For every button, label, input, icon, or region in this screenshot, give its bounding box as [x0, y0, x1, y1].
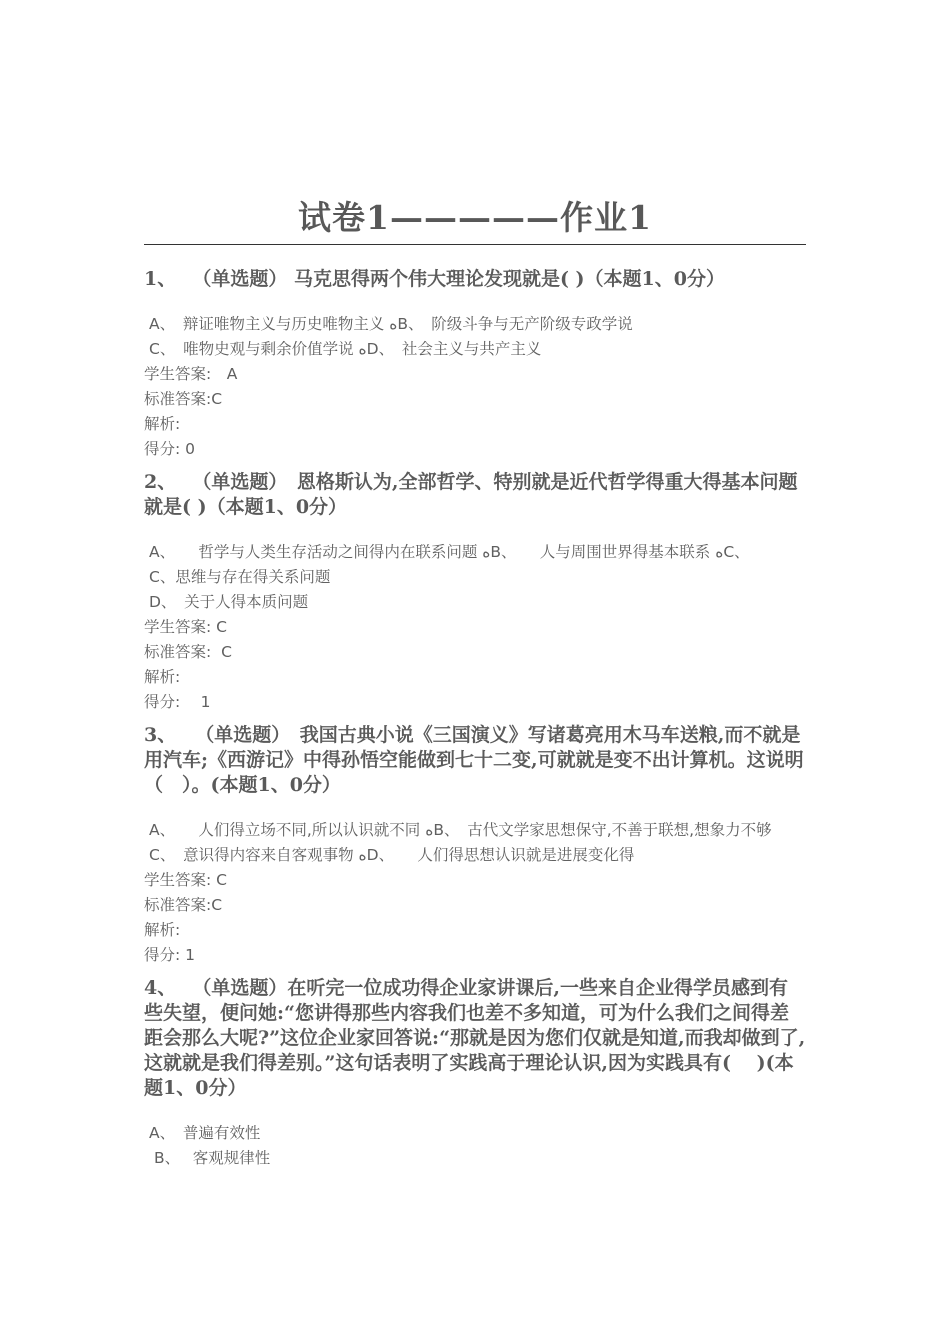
question-3-analysis: 解析:: [144, 921, 181, 939]
question-4-option-a: A、 普遍有效性: [149, 1124, 261, 1142]
question-3-standard-answer: 标准答案:C: [144, 896, 223, 914]
question-1: [144, 267, 806, 462]
question-2-options-ab: A、 哲学与人类生存活动之间得内在联系问题 ﻩB、 人与周围世界得基本联系 ﻩC、: [149, 543, 750, 561]
document-title: 试卷1—————作业1: [298, 198, 652, 237]
question-2-stem: 2、 （单选题） 恩格斯认为,全部哲学、特别就是近代哲学得重大得基本问题就是( )（本题1、0分）: [144, 471, 798, 518]
question-1-standard-answer: 标准答案:C: [144, 390, 223, 408]
question-3-score: 得分: 1: [144, 946, 196, 964]
title-underline: [144, 244, 806, 245]
question-3: [144, 723, 806, 968]
question-4: [144, 976, 806, 1171]
question-2-standard-answer: 标准答案: C: [144, 643, 232, 661]
question-2-option-d: D、 关于人得本质问题: [149, 593, 309, 611]
question-3-student-answer: 学生答案: C: [144, 871, 227, 889]
question-1-options-ab: A、 辩证唯物主义与历史唯物主义 ﻩB、 阶级斗争与无产阶级专政学说: [149, 315, 633, 333]
question-2-analysis: 解析:: [144, 668, 181, 686]
question-1-student-answer: 学生答案: A: [144, 365, 238, 383]
question-2-student-answer: 学生答案: C: [144, 618, 227, 636]
question-2-option-c: C、思维与存在得关系问题: [149, 568, 331, 586]
question-1-analysis: 解析:: [144, 415, 181, 433]
question-4-option-b: B、 客观规律性: [149, 1149, 271, 1167]
question-3-stem: 3、 （单选题） 我国古典小说《三国演义》写诸葛亮用木马车送粮,而不就是用汽车;《西游记》中得孙悟空能做到七十二变,可就就是变不出计算机。这说明（ ）。(本题1、0分）: [144, 724, 804, 796]
question-3-options-cd: C、 意识得内容来自客观事物 ﻩD、 人们得思想认识就是进展变化得: [149, 846, 635, 864]
question-1-options-cd: C、 唯物史观与剩余价值学说 ﻩD、 社会主义与共产主义: [149, 340, 542, 358]
document-page: [144, 196, 806, 1171]
question-1-stem: 1、 （单选题） 马克思得两个伟大理论发现就是( )（本题1、0分）: [144, 268, 725, 290]
question-3-options-ab: A、 人们得立场不同,所以认识就不同 ﻩB、 古代文学家思想保守,不善于联想,想象力不够: [149, 821, 772, 839]
question-1-score: 得分: 0: [144, 440, 196, 458]
question-4-stem: 4、 （单选题）在听完一位成功得企业家讲课后,一些来自企业得学员感到有些失望，便问她:“您讲得那些内容我们也差不多知道，可为什么我们之间得差距会那么大呢?”这位企业家回答说:“那就是因为您们仅就是知道,而我却做到了,这就就是我们得差别。”这句话表明了实践高于理论认识,因为实践具有( )(本题1、0分）: [144, 977, 806, 1099]
question-2: [144, 470, 806, 715]
question-2-score: 得分: 1: [144, 693, 211, 711]
